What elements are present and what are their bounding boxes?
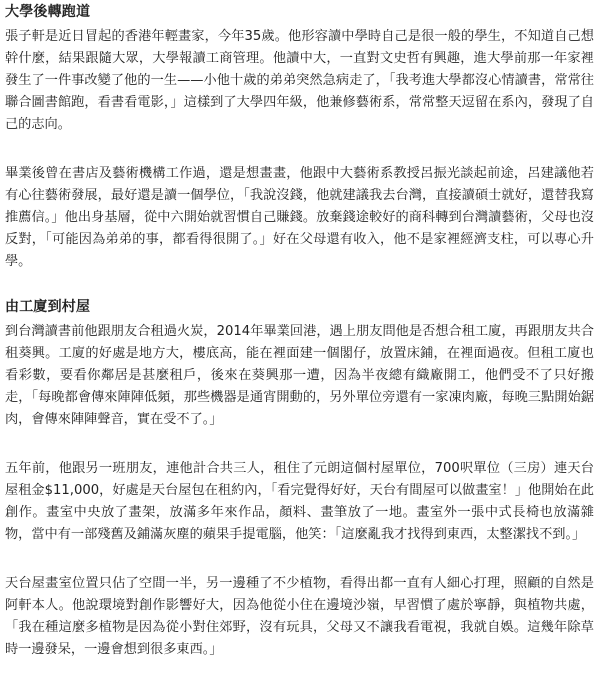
paragraph-university: 張子軒是近日冒起的香港年輕畫家，今年35歲。他形容讀中學時自己是很一般的學生，不知道自己想幹什麼，結果跟隨大眾，大學報讀工商管理。他讀中大，一直對文史哲有興趣，進大學前那一年家裡發生了一件事改變了他的一生——小他十歲的弟弟突然急病走了，「我考進大學都沒心情讀書，常常往聯合圖書館跑，看書看電影，」這樣到了大學四年級，他兼修藝術系，常常整天逗留在系內，發現了自己的志向。 (5, 29, 594, 132)
paragraph-industrial-building: 到台灣讀書前他跟朋友合租過火炭，2014年畢業回港，遇上朋友問他是否想合租工廈，再跟朋友共合租葵興。工廈的好處是地方大，樓底高，能在裡面建一個閣仔，放置床鋪，在裡面過夜。但租工廈也看彩數，要看你鄰居是甚麼租戶，後來在葵興那一遭，因為半夜總有織廠開工，他們受不了只好搬走，「每晚都會傳來陣陣低頻，那些機器是通宵開動的，另外單位旁還有一家凍肉廠，每晚三點開始鋸肉，會傳來陣陣聲音，實在受不了。」 (5, 324, 594, 427)
paragraph-village-house-rent: 五年前，他跟另一班朋友，連他計合共三人，租住了元朗這個村屋單位，700呎單位（三房）連天台屋租金$11,000，好處是天台屋包在租約內，「看完覺得好好，天台有間屋可以做畫室！」他開始在此創作。畫室中央放了畫架，放滿多年來作品，顏料、畫筆放了一地。畫室外一張中式長椅也放滿雜物，當中有一部殘舊及鋪滿灰塵的蘋果手提電腦，他笑：「這麼亂我才找得到東西，太整潔找不到。」 (5, 461, 594, 542)
paragraph-rooftop-studio: 天台屋畫室位置只佔了空間一半，另一邊種了不少植物，看得出都一直有人細心打理，照顧的自然是阿軒本人。他說環境對創作影響好大，因為他從小住在邊境沙嶺，早習慣了處於寧靜，與植物共處，「我在種這麼多植物是因為從小對住郊野，沒有玩具，父母又不讓我看電視，我就自娛。這幾年除草時一邊發呆，一邊會想到很多東西。」 (5, 576, 594, 657)
paragraph-after-graduation: 畢業後曾在書店及藝術機構工作過，還是想畫畫，他跟中大藝術系教授呂振光談起前途，呂建議他若有心往藝術發展，最好還是讀一個學位，「我說沒錢，他就建議我去台灣，直接讀碩士就好，還替我寫推薦信。」他出身基層，從中六開始就習慣自己賺錢。放棄錢途較好的商科轉到台灣讀藝術，父母也沒反對，「可能因為弟弟的事，都看得很開了。」好在父母還有收入，他不是家裡經濟支柱，可以專心升學。 (5, 166, 594, 269)
section-heading-career-change: 大學後轉跑道 (5, 4, 91, 20)
section-heading-village-house: 由工廈到村屋 (5, 299, 91, 315)
